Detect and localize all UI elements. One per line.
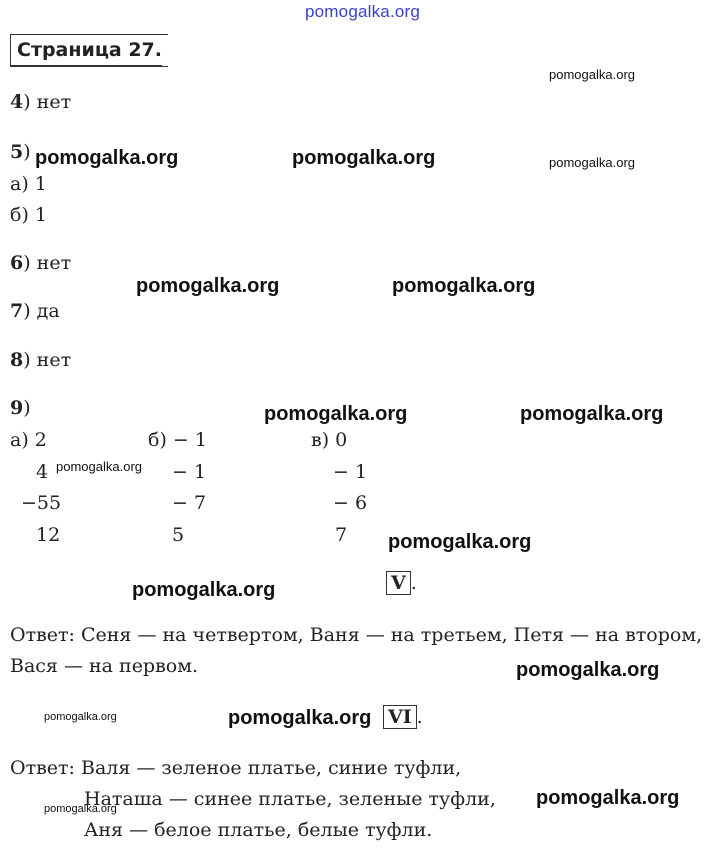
watermark-13: pomogalka.org: [44, 711, 117, 723]
section-v-answer-line2: Вася — на первом.: [10, 655, 199, 677]
item-6-number: 6: [10, 252, 24, 274]
section-vi-answer-line3: Аня — белое платье, белые туфли.: [84, 819, 433, 841]
item-4-number: 4: [10, 91, 24, 113]
item-7: [10, 300, 60, 322]
item-5-b: б) 1: [10, 204, 47, 226]
item-7-text: ) да: [23, 300, 60, 322]
item-4: [10, 91, 71, 113]
section-vi-dot: .: [416, 706, 423, 728]
watermark-7: pomogalka.org: [264, 403, 408, 425]
item-9-a-row2: 4: [36, 461, 49, 483]
item-5-text: ): [23, 141, 31, 163]
watermark-10: pomogalka.org: [388, 531, 532, 553]
section-vi-answer-line1: Ответ: Валя — зеленое платье, синие туфли,: [10, 757, 462, 779]
item-9-c-row3: − 6: [333, 492, 368, 514]
item-5-number: 5: [10, 141, 24, 163]
watermark-12: pomogalka.org: [516, 659, 660, 681]
item-9-a-row3: −55: [21, 492, 62, 514]
item-8: [10, 349, 71, 371]
item-9-b-row1: б) − 1: [148, 429, 207, 451]
item-9-text: ): [23, 397, 31, 419]
watermark-4: pomogalka.org: [549, 155, 635, 170]
page-title: [10, 34, 168, 67]
watermark-6: pomogalka.org: [392, 275, 536, 297]
watermark-2: pomogalka.org: [35, 147, 179, 169]
watermark-1: pomogalka.org: [549, 67, 635, 82]
item-4-text: ) нет: [23, 91, 72, 113]
watermark-top: pomogalka.org: [305, 2, 421, 21]
item-6: [10, 252, 71, 274]
watermark-16: pomogalka.org: [44, 803, 117, 815]
item-7-number: 7: [10, 300, 24, 322]
section-vi-heading: [383, 705, 423, 729]
item-9-a-row1: а) 2: [10, 429, 47, 451]
item-5: [10, 141, 31, 163]
item-9-c-row4: 7: [335, 524, 348, 546]
section-vi-answer-line2: Наташа — синее платье, зеленые туфли,: [84, 788, 496, 810]
section-v-heading: [386, 571, 417, 595]
section-v-answer-line1: Ответ: Сеня — на четвертом, Ваня — на третьем, Петя — на втором,: [10, 624, 703, 646]
item-9-c-row2: − 1: [333, 461, 368, 483]
watermark-15: pomogalka.org: [536, 787, 680, 809]
watermark-14: pomogalka.org: [228, 707, 372, 729]
watermark-8: pomogalka.org: [520, 403, 664, 425]
section-v-dot: .: [410, 572, 417, 594]
watermark-3: pomogalka.org: [292, 147, 436, 169]
item-9-number: 9: [10, 397, 24, 419]
item-5-a: а) 1: [10, 173, 47, 195]
page-title-underline: [10, 65, 162, 67]
item-9-c-row1: в) 0: [311, 429, 348, 451]
item-9-a-row4: 12: [36, 524, 61, 546]
item-9-b-row3: − 7: [172, 492, 207, 514]
section-vi-roman: VI: [383, 705, 417, 729]
item-9-b-row2: − 1: [172, 461, 207, 483]
item-8-number: 8: [10, 349, 24, 371]
watermark-5: pomogalka.org: [136, 275, 280, 297]
item-6-text: ) нет: [23, 252, 72, 274]
item-9: [10, 397, 31, 419]
watermark-11: pomogalka.org: [132, 579, 276, 601]
item-9-b-row4: 5: [172, 524, 185, 546]
page-title-text: Страница 27.: [17, 39, 162, 61]
section-v-roman: V: [386, 571, 411, 595]
watermark-9: pomogalka.org: [56, 459, 142, 474]
item-8-text: ) нет: [23, 349, 72, 371]
